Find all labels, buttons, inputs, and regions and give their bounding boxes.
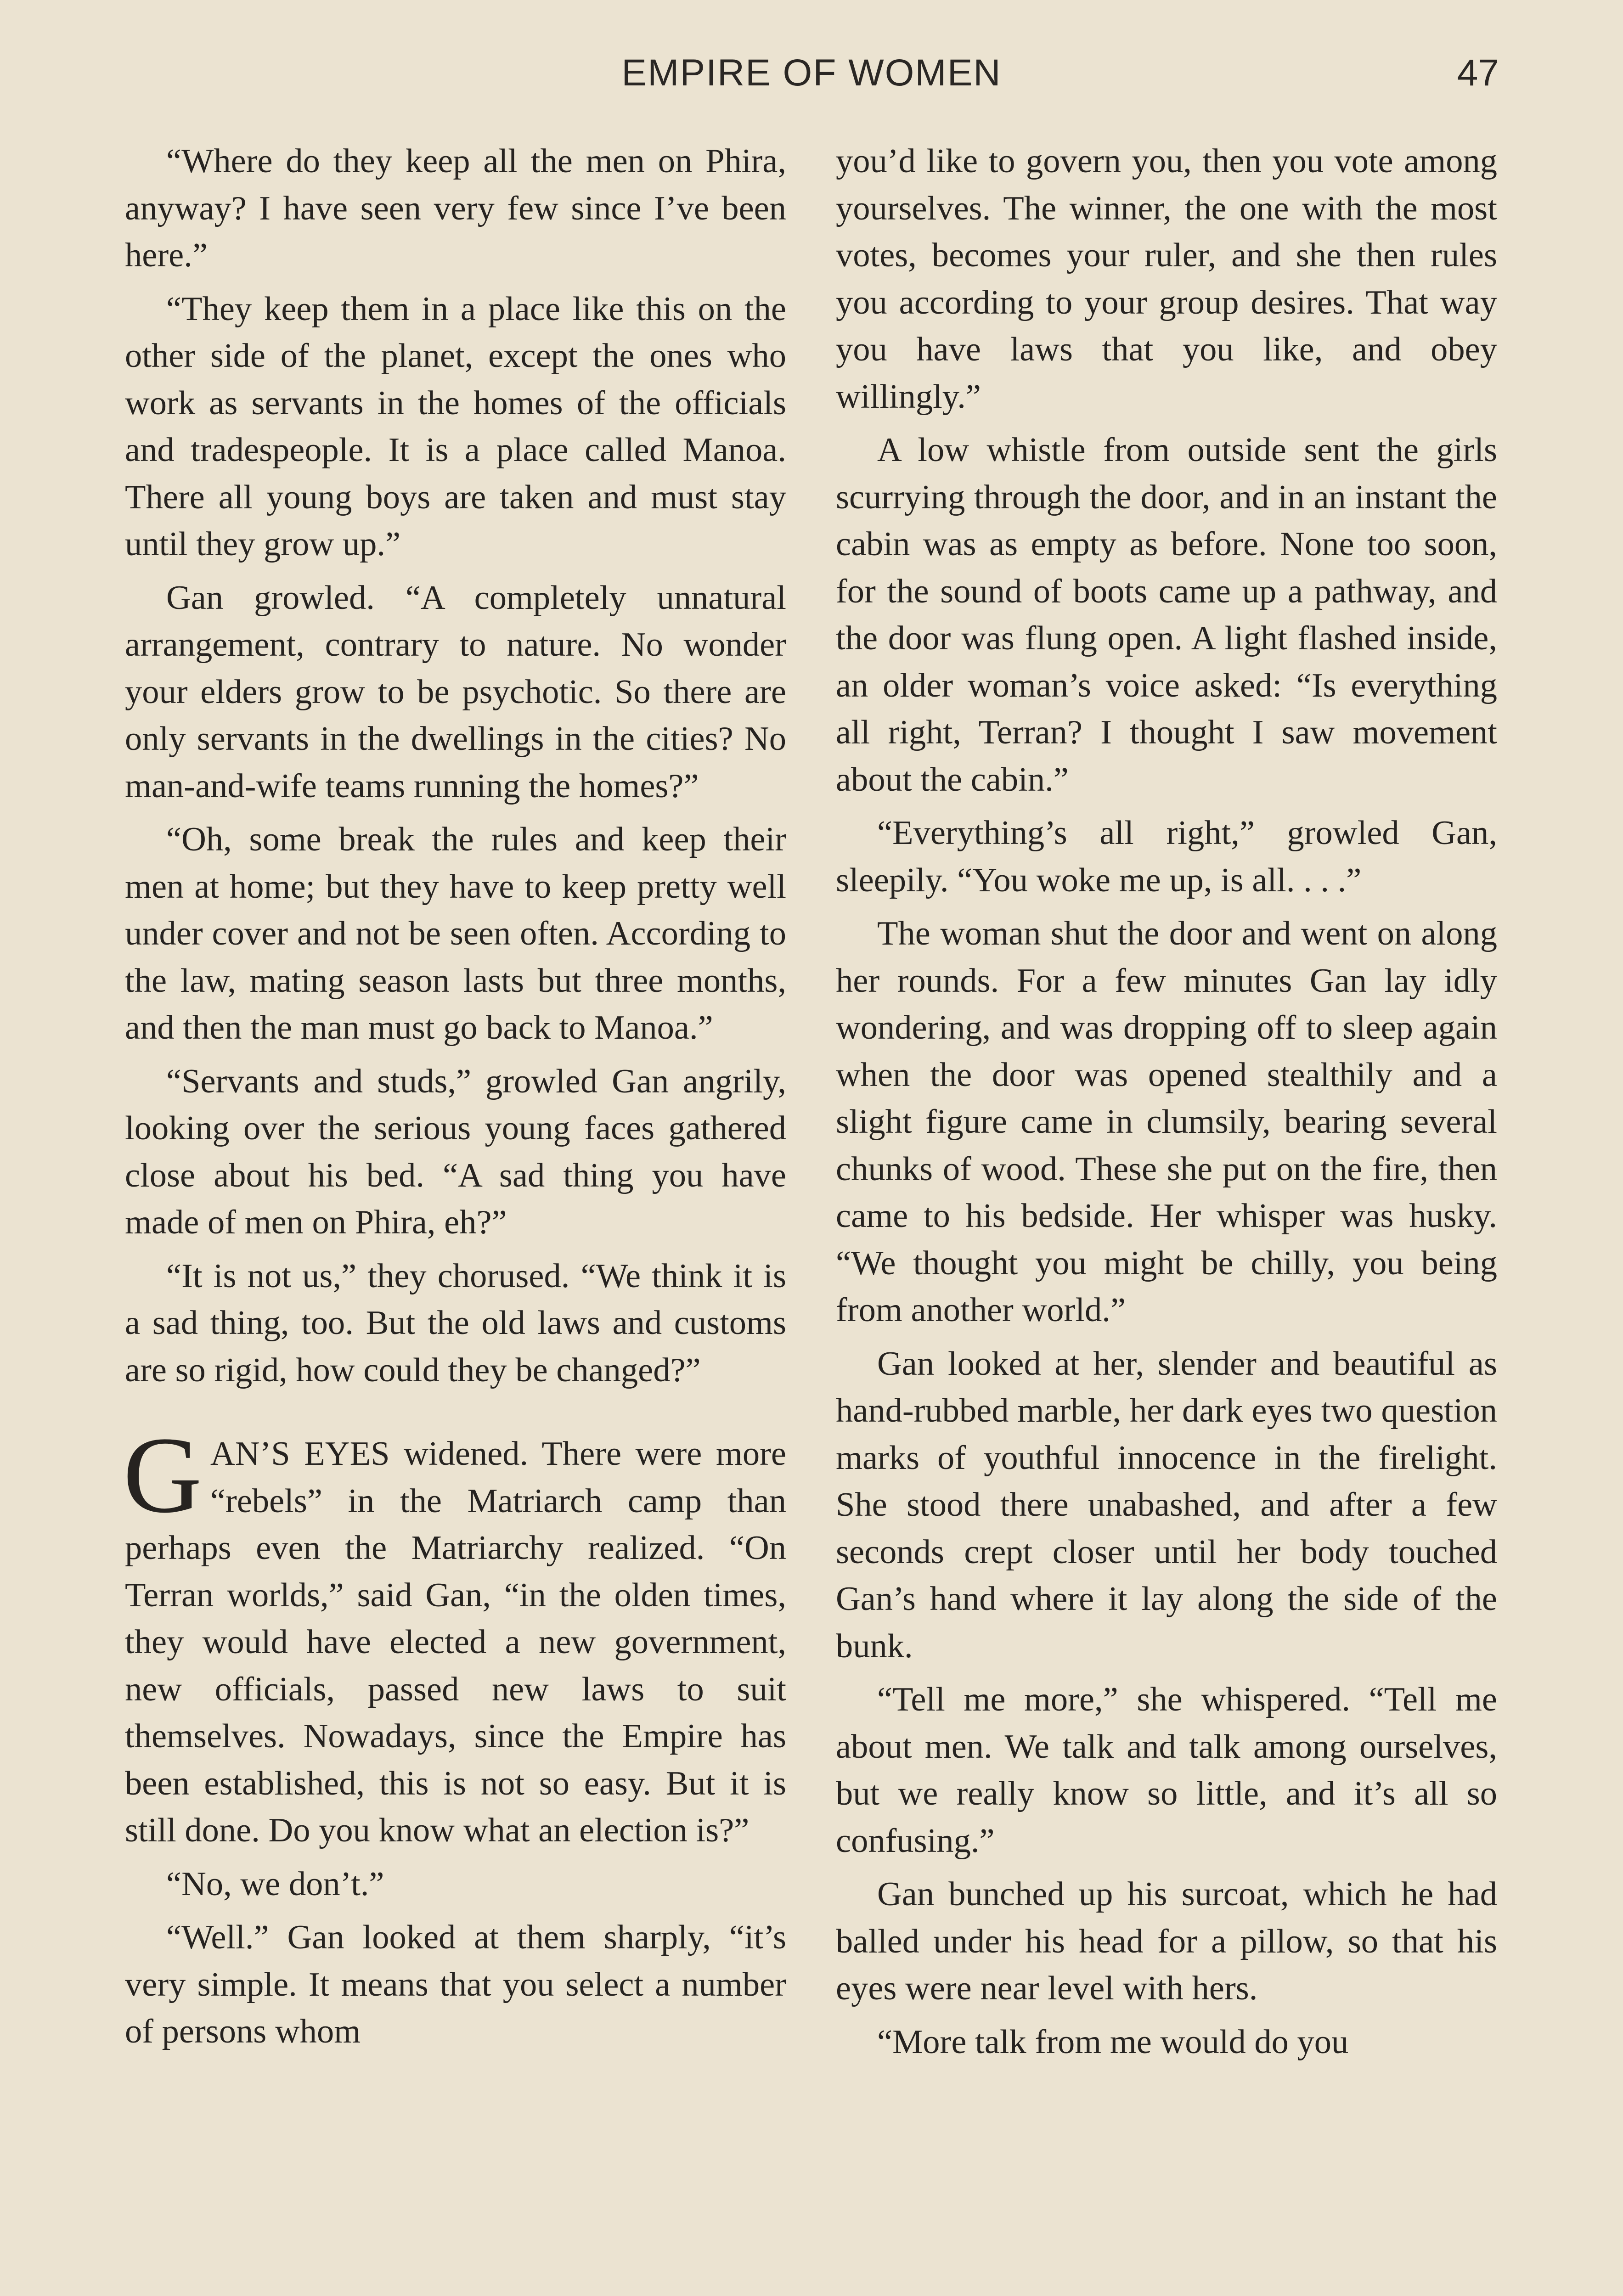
running-head <box>0 51 1623 107</box>
paragraph: “It is not us,” they chorused. “We think it is a sad thing, too. But the old laws and customs are so rigid, how could they be changed?” <box>125 1257 786 1389</box>
left-column <box>125 138 786 2062</box>
paragraph: Gan bunched up his surcoat, which he had balled under his head for a pillow, so that his eyes were near level with hers. <box>836 1875 1497 2007</box>
paragraph: “Everything’s all right,” growled Gan, sleepily. “You woke me up, is all. . . .” <box>836 814 1497 899</box>
paragraph-text: AN’S EYES widened. There were more “rebels” in the Matriarch camp than perhaps even the Matriarchy realized. “On Terran worlds,” said Gan, “in the olden times, they would have elected a new government, new officials, passed new laws to suit themselves. Nowadays, since the Empire has been established, this is not so easy. But it is still done. Do you know what an election is?” <box>125 1435 786 1849</box>
drop-cap: G <box>123 1415 202 1536</box>
page-number: 47 <box>1457 52 1499 94</box>
paragraph: “They keep them in a place like this on the other side of the planet, except the ones who work as servants in the homes of the officials and tradespeople. It is a place called Manoa. There all young boys are taken and must stay until they grow up.” <box>125 290 786 563</box>
paragraph: you’d like to govern you, then you vote among yourselves. The winner, the one with the most votes, becomes your ruler, and she then rules you according to your group desires. That way you have laws that you like, and obey willingly.” <box>836 142 1497 416</box>
paragraph: The woman shut the door and went on along her rounds. For a few minutes Gan lay idly wondering, and was dropping off to sleep again when the door was opened stealthily and a slight figure came in clumsily, bearing several chunks of wood. These she put on the fire, then came to his bedside. Her whisper was husky. “We thought you might be chilly, you being from another world.” <box>836 915 1497 1329</box>
paragraph: “More talk from me would do you <box>877 2023 1349 2061</box>
paragraph: Gan growled. “A completely unnatural arrangement, contrary to nature. No wonder your elders grow to be psychotic. So there are only servants in the dwellings in the cities? No man-and-wife teams running the homes?” <box>125 579 786 805</box>
paragraph: Gan looked at her, slender and beautiful as hand-rubbed marble, her dark eyes two question marks of youthful innocence in the firelight. She stood there unabashed, and after a few seconds crept closer until her body touched Gan’s hand where it lay along the side of the bunk. <box>836 1345 1497 1665</box>
right-column <box>836 138 1497 2072</box>
paragraph: “Oh, some break the rules and keep their men at home; but they have to keep pretty well under cover and not be seen often. According to the law, mating season lasts but three months, and then the man must go back to Manoa.” <box>125 821 786 1047</box>
section-start-paragraph <box>123 1415 786 1854</box>
paragraph: “No, we don’t.” <box>166 1865 384 1903</box>
paragraph: “Where do they keep all the men on Phira, anyway? I have seen very few since I’ve been here.” <box>125 142 786 274</box>
paragraph: A low whistle from outside sent the girls scurrying through the door, and in an instant the cabin was as empty as before. None too soon, for the sound of boots came up a pathway, and the door was flung open. A light flashed inside, an older woman’s voice asked: “Is everything all right, Terran? I thought I saw movement about the cabin.” <box>836 431 1497 799</box>
paragraph: “Tell me more,” she whispered. “Tell me about men. We talk and talk among ourselves, but we really know so little, and it’s all so confusing.” <box>836 1681 1497 1860</box>
paragraph: “Servants and studs,” growled Gan angrily, looking over the serious young faces gathered close about his bed. “A sad thing you have made of men on Phira, eh?” <box>125 1062 786 1241</box>
running-title: EMPIRE OF WOMEN <box>621 52 1002 94</box>
paragraph: “Well.” Gan looked at them sharply, “it’s very simple. It means that you select a number of persons whom <box>125 1919 786 2050</box>
